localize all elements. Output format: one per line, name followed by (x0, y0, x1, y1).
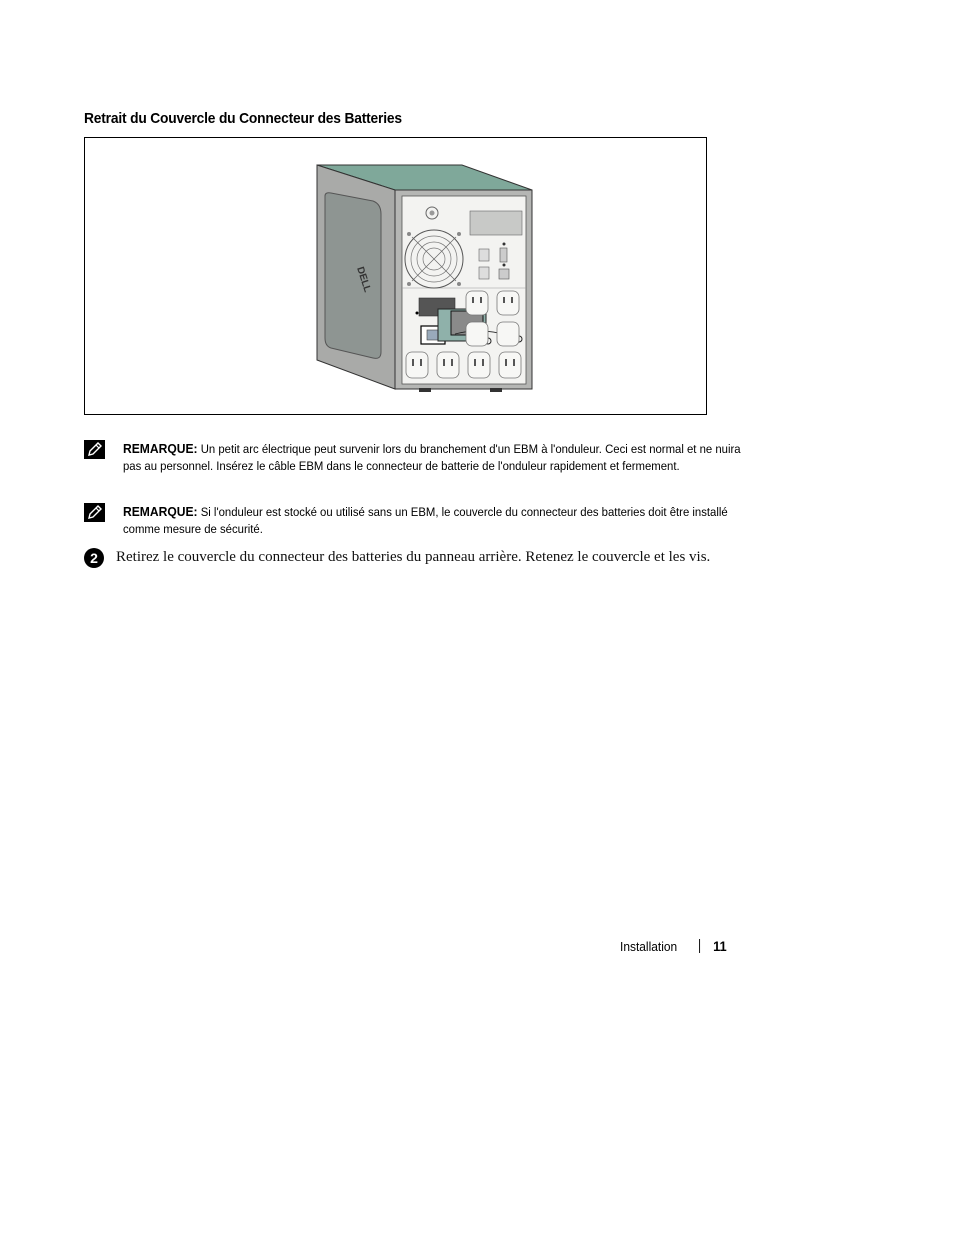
footer-separator (699, 939, 700, 953)
note-label: REMARQUE: (123, 441, 198, 456)
section-heading: Retrait du Couvercle du Connecteur des Batteries (84, 110, 402, 127)
page-footer (620, 938, 727, 954)
note-text (123, 440, 755, 475)
step-text: Retirez le couvercle du connecteur des batteries du panneau arrière. Retenez le couvercle et les vis. (116, 549, 711, 565)
note-body: Un petit arc électrique peut survenir lors du branchement d'un EBM à l'onduleur. Ceci est normal et ne nuira pas au personnel. Insérez le câble EBM dans le connecteur de batterie de l'onduleur rapidement et fermement. (123, 442, 741, 473)
note-text (123, 503, 755, 538)
footer-section: Installation (620, 939, 678, 954)
page-number: 11 (713, 938, 727, 954)
ups-rear-panel-illustration (85, 138, 708, 416)
note-label: REMARQUE: (123, 504, 198, 519)
pencil-note-icon (84, 440, 105, 459)
figure-frame (84, 137, 707, 415)
step-number-badge: 2 (84, 548, 104, 568)
note-body: Si l'onduleur est stocké ou utilisé sans un EBM, le couvercle du connecteur des batteries doit être installé comme mesure de sécurité. (123, 505, 728, 536)
pencil-note-icon (84, 503, 105, 522)
dell-logo-icon: DELL (354, 265, 373, 294)
